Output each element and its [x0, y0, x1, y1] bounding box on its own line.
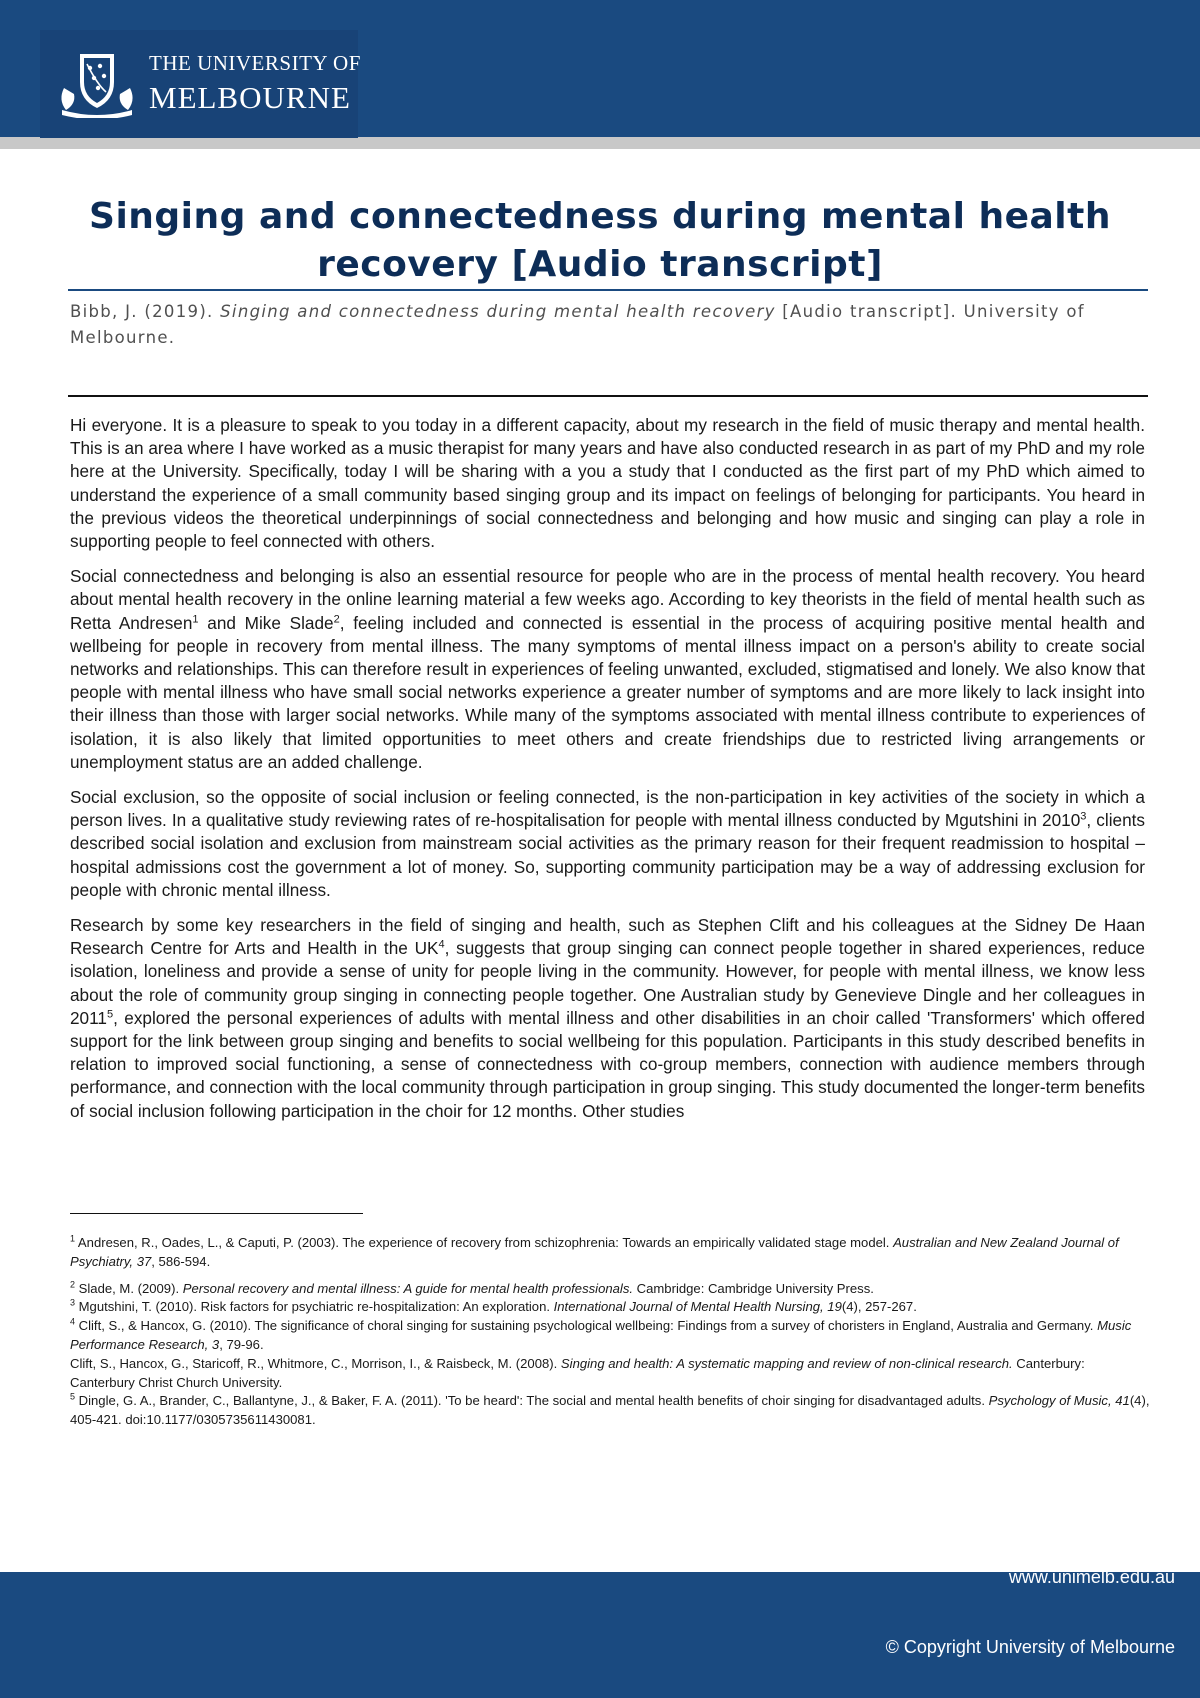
paragraph-3 — [70, 786, 1145, 902]
footnote-number: 3 — [70, 1298, 76, 1309]
paragraph-2-text-a: Social connectedness and belonging is also an essential resource for people who are in the process of mental health recovery. You heard about mental health recovery in the online learning material a few weeks ago. According to key theorists in the field of mental health such as Retta Andresen — [70, 566, 1145, 633]
footnote-publisher: Cambridge: Cambridge University Press. — [633, 1280, 874, 1296]
footer-copyright: © Copyright University of Melbourne — [885, 1637, 1175, 1657]
paragraph-2-text-c: , feeling included and connected is essential in the process of acquiring positive mental health and wellbeing for people in recovery from mental illness. The many symptoms of mental illness impact on a person's ability to create social networks and relationships. This can therefore result in experiences of feeling unwanted, excluded, stigmatised and lonely. We also know that people with mental illness who have small social networks experience a greater number of symptoms and are more likely to lack insight into their illness than those with larger social networks. While many of the symptoms associated with mental illness contribute to experiences of isolation, it is also likely that limited opportunities to meet others and create friendships due to restricted living arrangements or unemployment status are an added challenge. — [70, 612, 1145, 772]
footnote-text: Andresen, R., Oades, L., & Caputi, P. (2003). The experience of recovery from schizophrenia: Towards an empirically validated stage model. — [75, 1235, 894, 1250]
footnote-separator — [70, 1213, 363, 1214]
footnote-text: Slade, M. (2009). — [75, 1280, 183, 1296]
footnote-pages: , 79-96. — [219, 1336, 264, 1352]
footnote-pages: , 586-594. — [151, 1253, 211, 1269]
footnote-text: Clift, S., & Hancox, G. (2010). The significance of choral singing for sustaining psychological wellbeing: Findings from a survey of choristers in England, Australia and Germany. — [75, 1318, 1098, 1334]
footnote-number: 2 — [70, 1279, 76, 1290]
citation — [70, 299, 1150, 351]
footnote-book-title: Personal recovery and mental illness: A guide for mental health professionals. — [182, 1280, 634, 1296]
footnote-journal: Australian and New Zealand Journal of Psychiatry, 37 — [70, 1235, 1119, 1269]
footnote-journal: Music Performance Research, 3 — [70, 1318, 1132, 1352]
paragraph-4 — [70, 914, 1145, 1123]
footnote-3 — [70, 1298, 1150, 1317]
footnote-number: 4 — [70, 1316, 76, 1327]
paragraph-3-text-b: , clients described social isolation and exclusion from mainstream social activities as the primary reason for their frequent readmission to hospital – hospital admissions cost the government a lot of money. So, supporting community participation may be a way of addressing exclusion for people with chronic mental illness. — [70, 810, 1145, 900]
paragraph-1: Hi everyone. It is a pleasure to speak to you today in a different capacity, about my research in the field of music therapy and mental health. This is an area where I have worked as a music therapist for many years and have also conducted research in as part of my PhD and my role here at the University. Specifically, today I will be sharing with a you a study that I conducted as the first part of my PhD which aimed to understand the experience of a small community based singing group and its impact on feelings of belonging for participants. You heard in the previous videos the theoretical underpinnings of social connectedness and belonging and how music and singing can play a role in supporting people to feel connected with others. — [70, 415, 1145, 552]
footnote-ref-3[interactable]: 3 — [1080, 810, 1087, 823]
footnote-ref-4[interactable]: 4 — [438, 938, 445, 951]
crest-icon — [56, 48, 138, 118]
footnote-pages: (4), 257-267. — [841, 1299, 917, 1315]
paragraph-4-text-a: Research by some key researchers in the field of singing and health, such as Stephen Clift and his colleagues at the Sidney De Haan Research Centre for Arts and Health in the UK — [70, 915, 1145, 959]
footnote-ref-1[interactable]: 1 — [192, 612, 199, 625]
footnote-journal: International Journal of Mental Health Nursing, 19 — [553, 1299, 842, 1315]
logo-text-line1: THE UNIVERSITY OF — [149, 51, 361, 75]
footnote-text: Clift, S., Hancox, G., Staricoff, R., Whitmore, C., Morrison, I., & Raisbeck, M. (2008). — [70, 1355, 561, 1371]
footnote-text: Dingle, G. A., Brander, C., Ballantyne, J., & Baker, F. A. (2011). 'To be heard': The social and mental health benefits of choir singing for disadvantaged adults. — [75, 1393, 989, 1409]
footnote-publisher: Canterbury: Canterbury Christ Church University. — [70, 1355, 1085, 1390]
logo-text-line2: MELBOURNE — [149, 80, 351, 115]
paragraph-3-text-a: Social exclusion, so the opposite of social inclusion or feeling connected, is the non-participation in key activities of the society in which a person lives. In a qualitative study reviewing rates of re-hospitalisation for people with mental illness conducted by Mgutshini in 2010 — [70, 787, 1145, 831]
footnote-book-title: Singing and health: A systematic mapping and review of non-clinical research. — [560, 1355, 1013, 1371]
footnote-text: Mgutshini, T. (2010). Risk factors for psychiatric re-hospitalization: An exploration. — [75, 1299, 554, 1315]
body-divider — [68, 395, 1148, 397]
footnote-4 — [70, 1317, 1150, 1355]
footnote-number: 5 — [70, 1392, 76, 1403]
footnote-5 — [70, 1392, 1150, 1430]
citation-prefix: Bibb, J. (2019). — [70, 302, 221, 321]
title-divider — [68, 289, 1148, 291]
footer-url-link[interactable]: www.unimelb.edu.au — [1008, 1567, 1175, 1587]
document-title: Singing and connectedness during mental health recovery [Audio transcript] — [89, 196, 1111, 285]
footnote-2 — [70, 1280, 1150, 1299]
footnote-ref-2[interactable]: 2 — [333, 612, 340, 625]
footnote-journal: Psychology of Music, 41 — [988, 1393, 1130, 1409]
paragraph-2-text-b: and Mike Slade — [198, 612, 334, 633]
paragraph-2 — [70, 565, 1145, 774]
footnote-number: 1 — [70, 1233, 76, 1244]
footnote-1 — [70, 1234, 1150, 1272]
header-stripe — [0, 137, 1200, 149]
footnote-pages: (4), 405-421. doi:10.1177/0305735611430081. — [70, 1393, 1150, 1428]
footnote-4b — [70, 1355, 1150, 1393]
citation-work-title: Singing and connectedness during mental health recovery — [220, 302, 776, 321]
paragraph-4-text-c: , explored the personal experiences of adults with mental illness and other disabilities in an choir called 'Transformers' which offered support for the link between group singing and benefits to social wellbeing for this population. Participants in this study described benefits in relation to improved social functioning, a sense of connectedness with co-group members, connection with audience members through performance, and connection with the local community through participation in group singing. This study documented the longer-term benefits of social inclusion following participation in the choir for 12 months. Other studies — [70, 1007, 1145, 1121]
page-footer — [0, 1572, 1200, 1698]
citation-suffix: [Audio transcript]. University of Melbourne. — [70, 302, 1085, 347]
footnotes — [70, 1234, 1150, 1430]
transcript-body — [70, 414, 1145, 1135]
footnote-ref-5[interactable]: 5 — [106, 1008, 114, 1021]
paragraph-4-text-b: , suggests that group singing can connect people together in shared experiences, reduce isolation, loneliness and provide a sense of unity for people living in the community. However, for people with mental illness, we know less about the role of community group singing in connecting people together. One Australian study by Genevieve Dingle and her colleagues in 2011 — [70, 938, 1145, 1028]
